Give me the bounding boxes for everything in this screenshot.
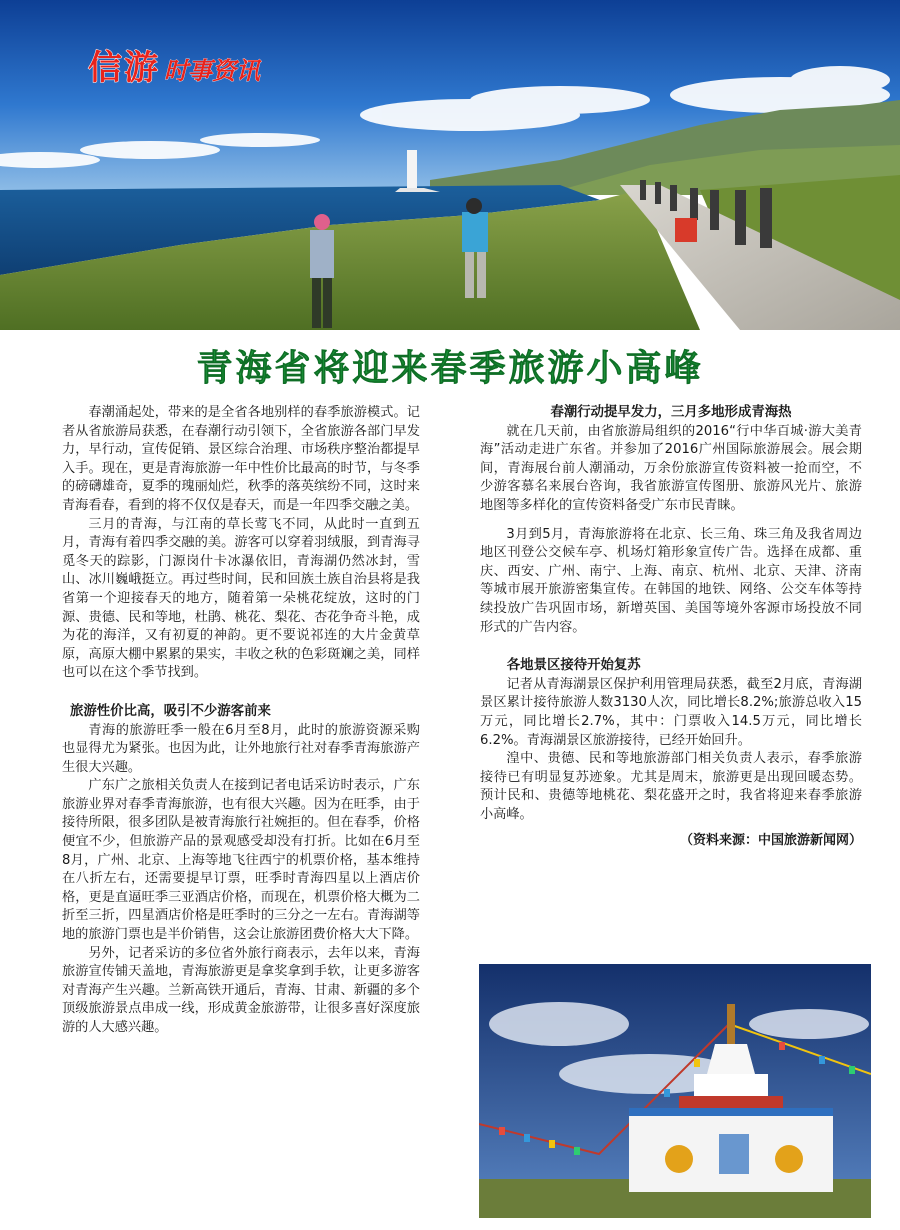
stupa-photo [479, 964, 871, 1218]
header-photo-qinghai-lake [0, 0, 900, 330]
intro-paragraph-2: 三月的青海，与江南的草长莺飞不同，从此时一直到五月，青海有着四季交融的美。游客可以穿着羽绒服，到青海寻觅冬天的踪影，门源岗什卡冰瀑依旧，青海湖仍然冰封，雪山、冰川巍峨挺立。再过些时间，民和回族土族自治县将是我省第一个迎接春天的地方，随着第一朵桃花绽放，这时的门源、贵德、民和等地，杜鹃、桃花、梨花、杏花争奇斗艳，成为花的海洋，又有初夏的神韵。更不要说祁连的大片金黄草原，高原大棚中累累的果实，丰收之秋的色彩斑斓之美，同样也可以在这个季节找到。 [62, 516, 420, 681]
section-title-value: 旅游性价比高，吸引不少游客前来 [70, 703, 271, 719]
spring-action-paragraph-1: 就在几天前，由省旅游局组织的2016“行中华百城·游大美青海”活动走进广东省。并参加了2016广州国际旅游展会。展会期间，青海展台前人潮涌动，万余份旅游宣传资料被一抢而空，不少游客慕名来展台咨询，我省旅游宣传图册、旅游风光片、旅游地图等多样化的宣传资料备受广东市民青睐。 [480, 423, 862, 513]
white-stupa-image [479, 964, 871, 1218]
brand-subtitle: 时事资讯 [164, 57, 260, 85]
value-paragraph-2: 广东广之旅相关负责人在接到记者电话采访时表示，广东旅游业界对春季青海旅游，也有很大兴趣。因为在旺季，由于接待所限，很多团队是被青海旅行社婉拒的。但在春季，价格便宜不少，但旅游产品的景观感受却没有打折。比如在6月至8月，广州、北京、上海等地飞往西宁的机票价格，基本维持在八折左右，还需要提早订票，旺季时青海四星以上酒店价格，更是直逼旺季三亚酒店价格，而现在，机票价格大概为二折至三折，四星酒店价格是旺季时的三分之一左右。青海湖等地的旅游门票也是半价销售，这会让旅游团费价格大大下降。 [62, 778, 420, 943]
brand-title: 信游 [88, 48, 160, 88]
value-paragraph-3: 另外，记者采访的多位省外旅行商表示，去年以来，青海旅游宣传铺天盖地，青海旅游更是拿奖拿到手软，让更多游客对青海产生兴趣。兰新高铁开通后，青海、甘肃、新疆的多个顶级旅游景点串成一线，形成黄金旅游带，让很多喜好深度旅游的人大感兴趣。 [62, 945, 420, 1035]
value-paragraph-1: 青海的旅游旺季一般在6月至8月，此时的旅游资源采购也显得尤为紧张。也因为此，让外地旅行社对春季青海旅游产生很大兴趣。 [62, 722, 420, 775]
spring-action-paragraph-2: 3月到5月，青海旅游将在北京、长三角、珠三角及我省周边地区刊登公交候车亭、机场灯箱形象宣传广告。选择在成都、重庆、西安、广州、南宁、上海、南京、杭州、北京、天津、济南等城市展开旅游密集宣传。在韩国的地铁、网络、公交车体等持续投放广告巩固市场，新增英国、美国等境外客源市场投放不同形式的广告内容。 [480, 526, 862, 635]
source-credit: （资料来源：中国旅游新闻网） [679, 833, 862, 849]
recovery-paragraph-1: 记者从青海湖景区保护利用管理局获悉，截至2月底，青海湖景区累计接待旅游人数3130人次，同比增长8.2%;旅游总收入15万元，同比增长2.7%，其中：门票收入14.5万元，同比增长6.2%。青海湖景区旅游接待，已经开始回升。 [480, 676, 862, 748]
section-title-recovery: 各地景区接待开始复苏 [506, 658, 641, 674]
left-column [62, 404, 420, 1038]
recovery-paragraph-2: 湟中、贵德、民和等地旅游部门相关负责人表示，春季旅游接待已有明显复苏迹象。尤其是周末，旅游更是出现回暖态势。预计民和、贵德等地桃花、梨花盛开之时，我省将迎来春季旅游小高峰。 [480, 751, 862, 822]
brand-masthead [88, 40, 260, 89]
section-title-spring-action: 春潮行动提早发力，三月多地形成青海热 [550, 405, 792, 420]
article-headline: 青海省将迎来春季旅游小高峰 [196, 348, 704, 389]
intro-paragraph-1: 春潮涌起处，带来的是全省各地别样的春季旅游模式。记者从省旅游局获悉，在春潮行动引领下，全省旅游各部门早发力，早行动，宣传促销、景区综合治理、市场秩序整治都提早入手。现在，更是青海旅游一年中性价比最高的时节，与冬季的磅礴雄奇，夏季的瑰丽灿烂，秋季的落英缤纷不同，这时来青海看春，看到的将不仅仅是春天，而是一年四季交融之美。 [62, 405, 420, 513]
right-column [480, 404, 862, 851]
